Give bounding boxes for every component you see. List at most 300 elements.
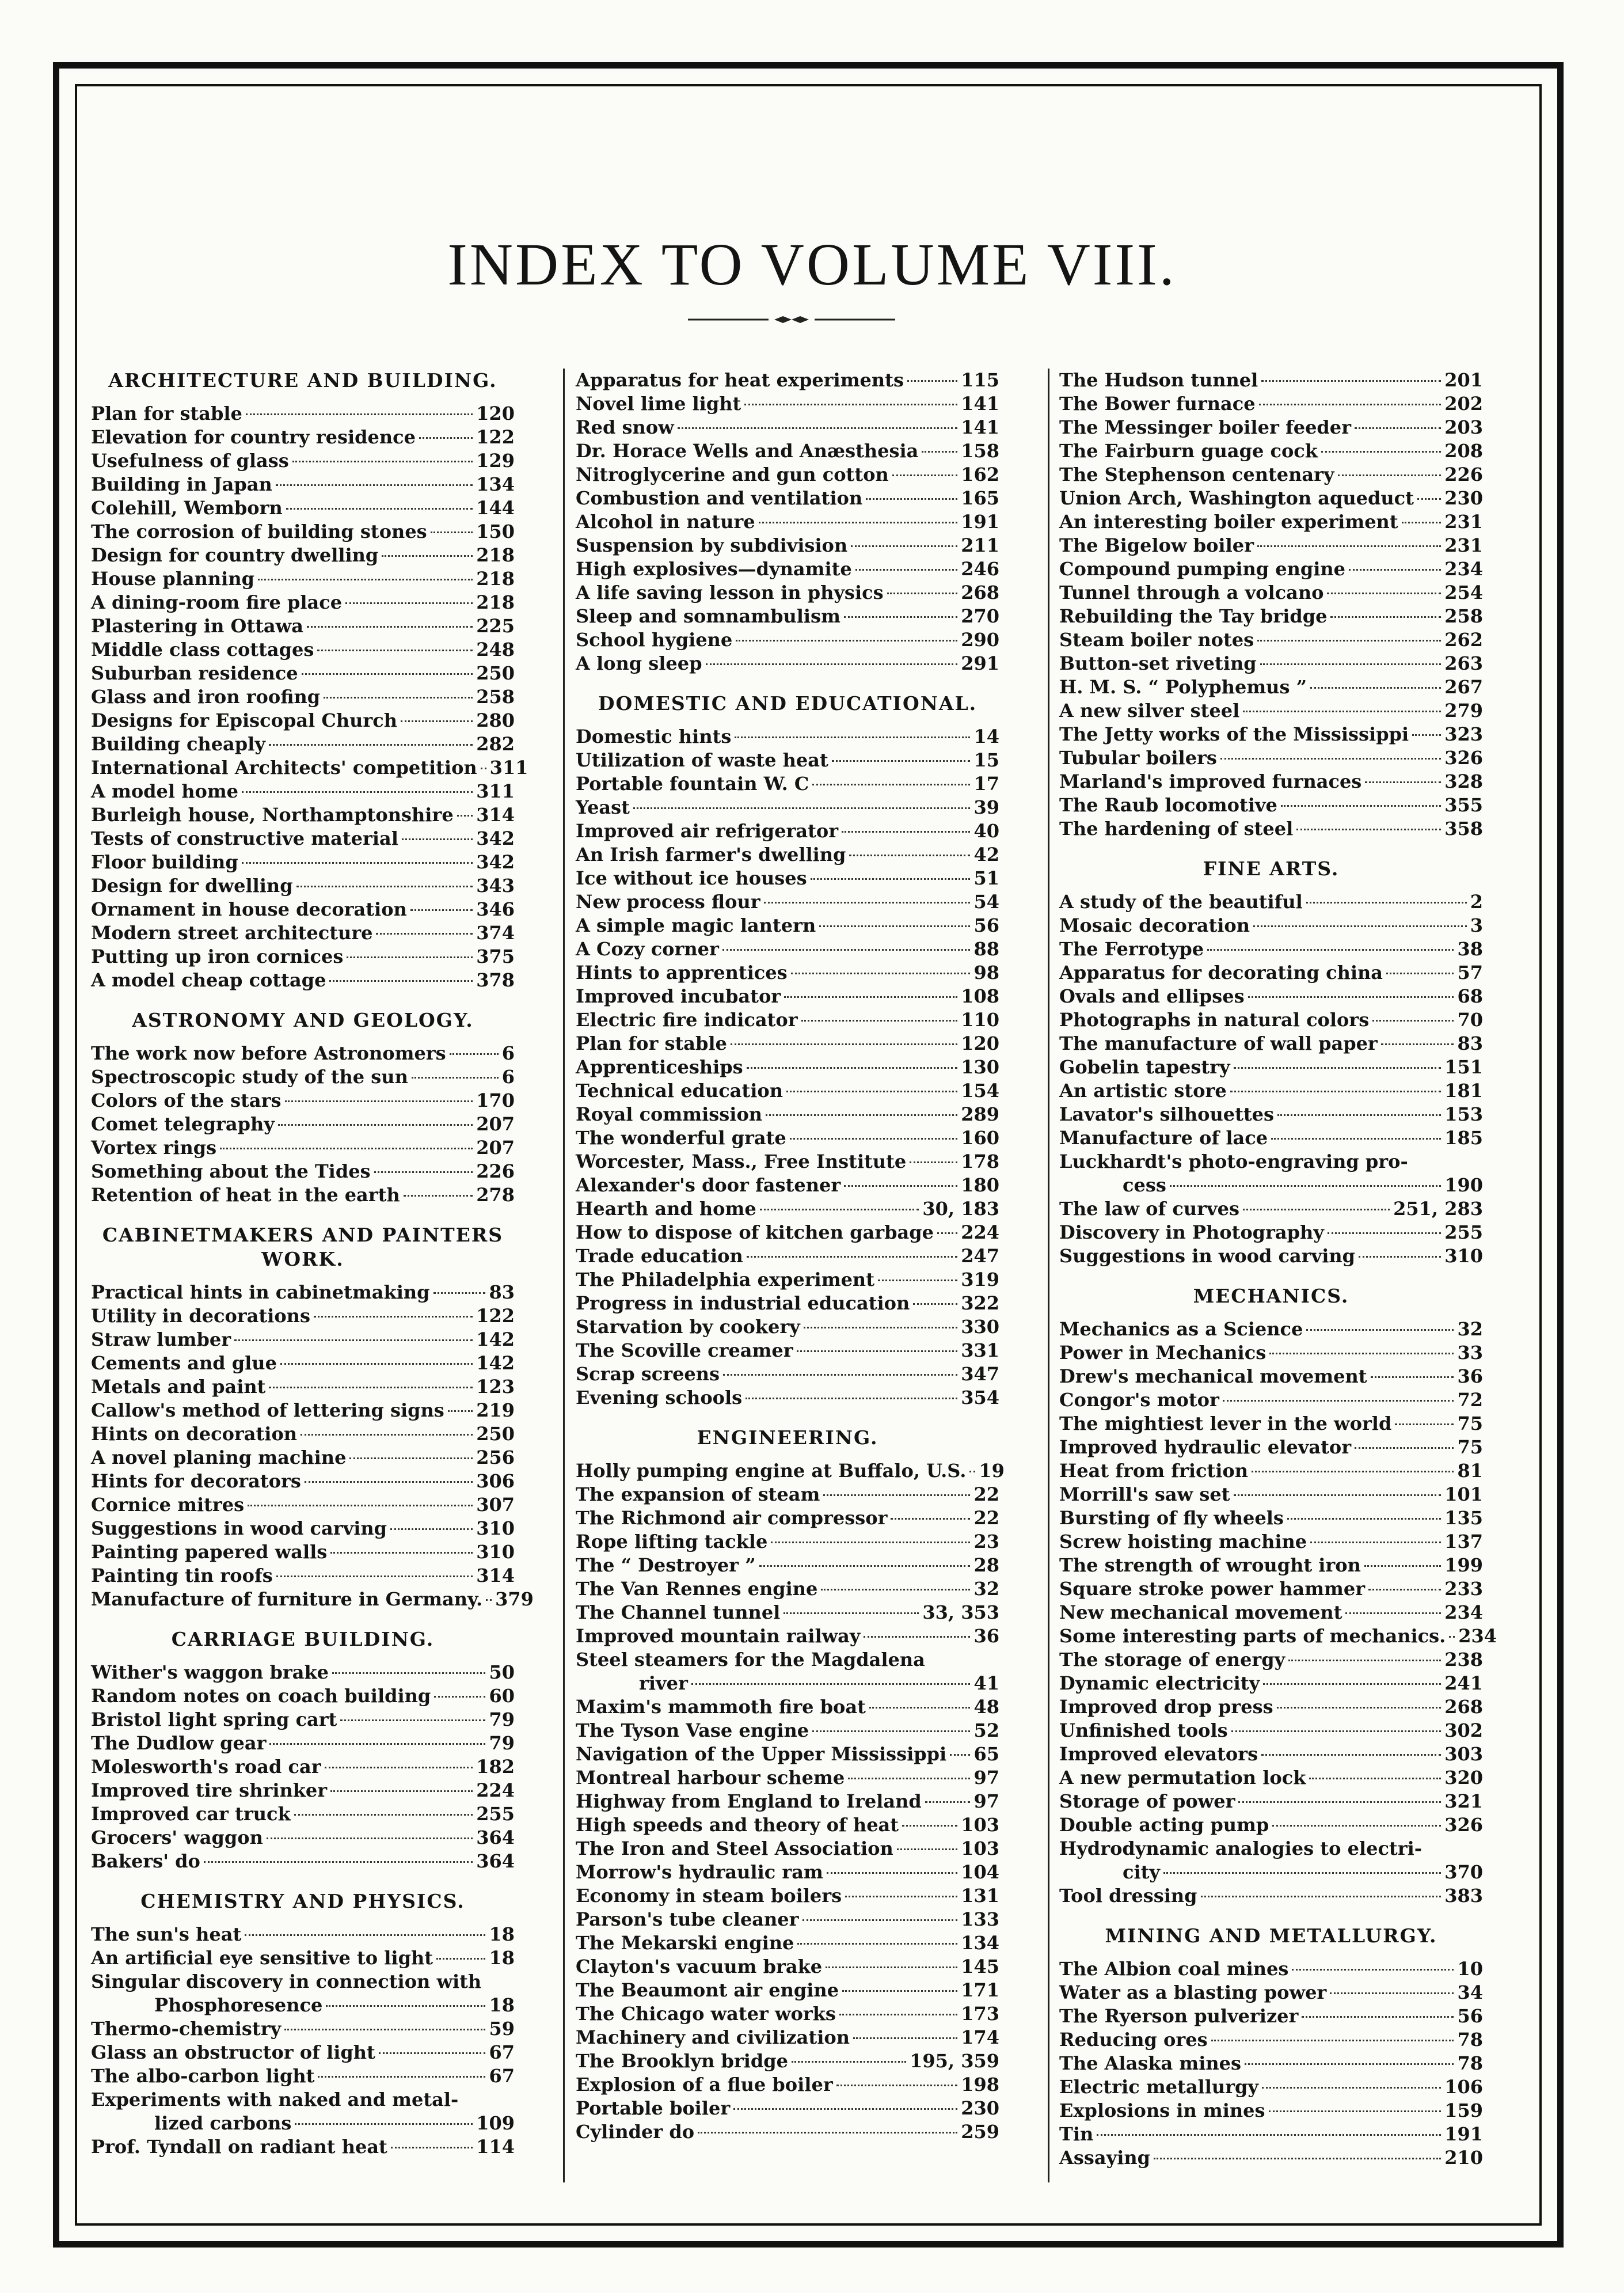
dot-leader xyxy=(821,1589,970,1590)
page-number: 145 xyxy=(961,1956,999,1977)
index-entry xyxy=(91,2064,515,2088)
page-number: 199 xyxy=(1444,1554,1483,1576)
page-number: 289 xyxy=(961,1103,999,1125)
entry-title: Thermo-chemistry xyxy=(91,2018,282,2040)
dot-leader xyxy=(723,1374,957,1376)
index-entry xyxy=(576,1790,999,1813)
index-entry xyxy=(1059,1032,1483,1056)
index-entry xyxy=(91,662,515,685)
dot-leader xyxy=(305,1481,473,1483)
page-number: 22 xyxy=(973,1507,999,1529)
index-entry xyxy=(1059,581,1483,605)
page-number: 104 xyxy=(961,1861,999,1883)
entry-title: Apprenticeships xyxy=(576,1056,743,1078)
entry-title: Improved elevators xyxy=(1059,1743,1258,1765)
dot-leader xyxy=(791,973,971,974)
index-entry xyxy=(1059,487,1483,510)
index-entry xyxy=(1059,1412,1483,1436)
entry-title: The Brooklyn bridge xyxy=(576,2050,788,2072)
index-entry xyxy=(91,1281,515,1304)
dot-leader xyxy=(1234,1067,1442,1069)
dot-leader xyxy=(897,1848,958,1850)
index-entry xyxy=(1059,985,1483,1008)
dot-leader xyxy=(797,1350,958,1352)
dot-leader xyxy=(771,1542,970,1543)
entry-title: The hardening of steel xyxy=(1059,818,1294,840)
entry-title: A model cheap cottage xyxy=(91,969,326,991)
dot-leader xyxy=(412,1077,499,1079)
entry-title: The sun's heat xyxy=(91,1923,242,1945)
dot-leader xyxy=(269,744,473,746)
dot-leader xyxy=(242,791,473,793)
index-entry xyxy=(1059,1197,1483,1221)
dot-leader xyxy=(797,1943,957,1945)
dot-leader xyxy=(866,498,957,500)
dot-leader xyxy=(1359,1256,1441,1258)
dot-leader xyxy=(735,737,970,738)
entry-title-continued: city xyxy=(1123,1861,1161,1883)
entry-title: Electric fire indicator xyxy=(576,1009,798,1031)
entry-title: The Bower furnace xyxy=(1059,393,1256,415)
entry-title: Bakers' do xyxy=(91,1850,200,1872)
entry-title: Photographs in natural colors xyxy=(1059,1009,1370,1031)
page-number: 251, 283 xyxy=(1393,1198,1483,1220)
page-number: 48 xyxy=(973,1696,999,1718)
index-entry xyxy=(576,1126,999,1150)
page-number: 142 xyxy=(476,1352,515,1374)
page-number: 231 xyxy=(1444,511,1483,533)
index-entry xyxy=(91,1732,515,1755)
index-entry-continuation xyxy=(1059,1861,1483,1884)
page-number: 23 xyxy=(973,1531,999,1552)
index-entry xyxy=(576,1601,999,1624)
index-entry xyxy=(1059,961,1483,985)
entry-title: Utilization of waste heat xyxy=(576,749,828,771)
page-number: 134 xyxy=(961,1932,999,1954)
entry-title: Compound pumping engine xyxy=(1059,558,1346,580)
page-number: 41 xyxy=(973,1672,999,1694)
dot-leader xyxy=(302,673,473,675)
page-number: 120 xyxy=(476,403,515,424)
page-number: 268 xyxy=(961,582,999,603)
entry-title: Bristol light spring cart xyxy=(91,1709,337,1730)
entry-title: An interesting boiler experiment xyxy=(1059,511,1398,533)
index-entry xyxy=(1059,675,1483,699)
entry-title: The Van Rennes engine xyxy=(576,1578,818,1600)
dot-leader xyxy=(731,1043,957,1045)
dot-leader xyxy=(1252,1471,1454,1472)
index-entry xyxy=(576,843,999,867)
entry-title: Steel steamers for the Magdalena xyxy=(576,1649,925,1671)
dot-leader xyxy=(1269,1353,1454,1354)
dot-leader xyxy=(1262,2087,1441,2089)
entry-title: Putting up iron cornices xyxy=(91,946,344,967)
dot-leader xyxy=(379,2052,486,2054)
page-number: 254 xyxy=(1444,582,1483,603)
entry-title: International Architects' competition xyxy=(91,757,477,779)
index-entry xyxy=(91,2017,515,2041)
page-number: 226 xyxy=(476,1160,515,1182)
entry-title: An artistic store xyxy=(1059,1080,1227,1102)
page-number: 195, 359 xyxy=(910,2050,999,2072)
index-entry xyxy=(576,1506,999,1530)
dot-leader xyxy=(374,1171,473,1173)
index-column-1 xyxy=(91,369,534,2159)
page-number: 279 xyxy=(1444,700,1483,722)
entry-title: Morrow's hydraulic ram xyxy=(576,1861,823,1883)
dot-leader xyxy=(1277,1114,1441,1116)
entry-title: Ornament in house decoration xyxy=(91,898,407,920)
dot-leader xyxy=(330,1552,473,1554)
page-number: 258 xyxy=(1444,605,1483,627)
dot-leader xyxy=(1281,805,1441,807)
page-number: 6 xyxy=(501,1042,515,1064)
entry-title: Hints to apprentices xyxy=(576,962,788,984)
dot-leader xyxy=(827,1872,957,1874)
entry-title: Retention of heat in the earth xyxy=(91,1184,400,1206)
page-number: 354 xyxy=(961,1387,999,1409)
page-number: 36 xyxy=(973,1625,999,1647)
entry-title: A novel planing machine xyxy=(91,1447,347,1468)
page-number: 75 xyxy=(1457,1413,1483,1434)
index-entry xyxy=(91,1850,515,1873)
index-entry xyxy=(1059,1150,1483,1174)
dot-leader xyxy=(864,1636,970,1638)
page-number: 173 xyxy=(961,2003,999,2025)
page-number: 238 xyxy=(1444,1649,1483,1671)
page-number: 303 xyxy=(1444,1743,1483,1765)
dot-leader xyxy=(1330,1992,1454,1994)
dot-leader xyxy=(1355,427,1441,429)
dot-leader xyxy=(1257,640,1441,641)
page-number: 233 xyxy=(1444,1578,1483,1600)
index-entry xyxy=(576,369,999,392)
entry-title: Building cheaply xyxy=(91,733,265,755)
dot-leader xyxy=(1238,1801,1441,1803)
index-entry xyxy=(91,874,515,898)
page-number: 153 xyxy=(1444,1103,1483,1125)
dot-leader xyxy=(878,1280,957,1281)
index-section xyxy=(576,692,999,1410)
page-number: 326 xyxy=(1444,747,1483,769)
page-number: 52 xyxy=(973,1719,999,1741)
dot-leader xyxy=(248,1505,473,1506)
index-entry xyxy=(1059,557,1483,581)
page-number: 207 xyxy=(476,1113,515,1135)
dot-leader xyxy=(1309,1778,1441,1779)
dot-leader xyxy=(1234,1494,1442,1496)
dot-leader xyxy=(1364,1565,1441,1567)
dot-leader xyxy=(759,522,958,523)
page-number: 122 xyxy=(476,426,515,448)
index-entry xyxy=(91,732,515,756)
entry-title: Dynamic electricity xyxy=(1059,1672,1260,1694)
index-entry xyxy=(576,1079,999,1103)
entry-title: The Richmond air compressor xyxy=(576,1507,888,1529)
dot-leader xyxy=(1292,1969,1454,1971)
index-entry xyxy=(576,1554,999,1577)
index-entry xyxy=(1059,1388,1483,1412)
page-number: 178 xyxy=(961,1151,999,1172)
entry-title: Luckhardt's photo-engraving pro- xyxy=(1059,1151,1408,1172)
index-entry xyxy=(576,1362,999,1386)
entry-title: High explosives—dynamite xyxy=(576,558,852,580)
index-section xyxy=(91,369,528,992)
index-entry xyxy=(1059,746,1483,770)
index-entry xyxy=(91,402,515,426)
entry-title-continued: Phosphoresence xyxy=(154,1994,323,2016)
page-number: 50 xyxy=(489,1661,515,1683)
page-number: 247 xyxy=(961,1245,999,1267)
page-number: 103 xyxy=(961,1838,999,1859)
entry-title: Hearth and home xyxy=(576,1198,756,1220)
page-number: 114 xyxy=(476,2136,515,2158)
index-entry xyxy=(91,426,515,449)
index-entry xyxy=(1059,1318,1483,1341)
dot-leader xyxy=(204,1861,473,1863)
dot-leader xyxy=(1345,1612,1441,1614)
index-entry xyxy=(1059,2028,1483,2052)
dot-leader xyxy=(1257,545,1441,547)
entry-title: The Stephenson centenary xyxy=(1059,464,1334,485)
index-entry xyxy=(1059,1790,1483,1813)
page-number: 65 xyxy=(973,1743,999,1765)
entry-title: Portable fountain W. C xyxy=(576,773,809,795)
entry-title: Elevation for country residence xyxy=(91,426,416,448)
page-number: 130 xyxy=(961,1056,999,1078)
page-number: 109 xyxy=(476,2112,515,2134)
dot-leader xyxy=(317,650,473,651)
index-entry xyxy=(576,867,999,890)
entry-title: Improved mountain railway xyxy=(576,1625,861,1647)
page-number: 17 xyxy=(973,773,999,795)
dot-leader xyxy=(937,1232,957,1234)
index-entry xyxy=(91,473,515,496)
page-number: 42 xyxy=(973,844,999,865)
index-entry xyxy=(1059,1672,1483,1695)
index-entry xyxy=(576,628,999,652)
section-heading: ARCHITECTURE AND BUILDING. xyxy=(108,369,497,392)
dot-leader xyxy=(922,451,957,453)
entry-title: Portable boiler xyxy=(576,2097,731,2119)
page-number: 103 xyxy=(961,1814,999,1836)
page-number: 110 xyxy=(961,1009,999,1031)
entry-title: Hints on decoration xyxy=(91,1423,298,1445)
entry-title: Discovery in Photography xyxy=(1059,1221,1324,1243)
dot-leader xyxy=(869,1707,971,1709)
dot-leader xyxy=(736,640,957,641)
page-number: 2 xyxy=(1470,891,1483,913)
dot-leader xyxy=(245,1934,485,1936)
dot-leader xyxy=(1271,1138,1441,1140)
page-number: 198 xyxy=(961,2074,999,2095)
index-entry xyxy=(576,819,999,843)
page-number: 19 xyxy=(979,1460,1005,1482)
page-number: 133 xyxy=(961,1908,999,1930)
index-entry xyxy=(91,685,515,709)
dot-leader xyxy=(220,1148,473,1149)
index-entry xyxy=(576,725,999,749)
index-entry xyxy=(576,1813,999,1837)
page-number: 234 xyxy=(1444,1601,1483,1623)
index-entry xyxy=(1059,1436,1483,1459)
page-number: 33, 353 xyxy=(922,1601,999,1623)
entry-title: Plan for stable xyxy=(91,403,242,424)
entry-title: Gobelin tapestry xyxy=(1059,1056,1230,1078)
entry-title: Domestic hints xyxy=(576,726,732,747)
index-entry xyxy=(91,1684,515,1708)
entry-title: Floor building xyxy=(91,851,238,873)
dot-leader xyxy=(448,1410,473,1412)
entry-title: The Channel tunnel xyxy=(576,1601,781,1623)
entry-title: The storage of energy xyxy=(1059,1649,1285,1671)
index-entry xyxy=(576,796,999,819)
dot-leader xyxy=(1338,474,1442,476)
dot-leader xyxy=(1310,1542,1441,1543)
index-entry xyxy=(1059,1648,1483,1672)
index-entry xyxy=(91,1065,515,1089)
dot-leader xyxy=(1306,1329,1454,1331)
dot-leader xyxy=(1211,2040,1454,2041)
index-section xyxy=(1059,1924,1483,2170)
dot-leader xyxy=(382,555,473,557)
index-entry xyxy=(576,463,999,487)
entry-title: A Cozy corner xyxy=(576,938,719,960)
dot-leader xyxy=(784,996,957,998)
page-number: 142 xyxy=(476,1328,515,1350)
entry-title: Plan for stable xyxy=(576,1032,727,1054)
dot-leader xyxy=(1163,1872,1441,1874)
dot-leader xyxy=(804,1327,957,1328)
index-entry xyxy=(91,1042,515,1065)
index-entry xyxy=(576,1221,999,1244)
entry-title: Comet telegraphy xyxy=(91,1113,275,1135)
entry-title: A new silver steel xyxy=(1059,700,1240,722)
dot-leader xyxy=(887,593,958,594)
entry-title: Building in Japan xyxy=(91,473,272,495)
index-entry xyxy=(576,1268,999,1292)
page-number: 320 xyxy=(1444,1767,1483,1789)
index-entry xyxy=(91,2088,515,2112)
entry-title: Manufacture of furniture in Germany. xyxy=(91,1588,483,1610)
entry-title: Middle class cottages xyxy=(91,639,314,660)
index-entry xyxy=(1059,439,1483,463)
page-number: 355 xyxy=(1444,794,1483,816)
index-entry xyxy=(1059,2075,1483,2099)
entry-title: Union Arch, Washington aqueduct xyxy=(1059,487,1414,509)
page-number: 210 xyxy=(1444,2147,1483,2169)
index-entry xyxy=(576,652,999,675)
dot-leader xyxy=(1381,1043,1454,1045)
page-number: 18 xyxy=(489,1923,515,1945)
index-entry xyxy=(91,1564,515,1588)
index-entry xyxy=(1059,1601,1483,1624)
section-heading: CHEMISTRY AND PHYSICS. xyxy=(140,1890,465,1912)
index-entry xyxy=(1059,2123,1483,2146)
index-entry xyxy=(576,2002,999,2026)
page-number: 262 xyxy=(1444,629,1483,651)
index-section xyxy=(91,1008,515,1207)
page-number: 78 xyxy=(1457,2029,1483,2051)
entry-title: A long sleep xyxy=(576,652,702,674)
page-number: 185 xyxy=(1444,1127,1483,1149)
page-number: 224 xyxy=(961,1221,999,1243)
index-entry xyxy=(1059,1103,1483,1126)
index-entry xyxy=(1059,1554,1483,1577)
dot-leader xyxy=(950,1754,970,1756)
page-number: 98 xyxy=(973,962,999,984)
dot-leader xyxy=(276,484,473,486)
entry-title: Something about the Tides xyxy=(91,1160,371,1182)
entry-title: Ice without ice houses xyxy=(576,867,807,889)
index-entry xyxy=(91,1708,515,1732)
dot-leader xyxy=(434,1696,485,1698)
index-entry xyxy=(576,1244,999,1268)
dot-leader xyxy=(340,1719,485,1721)
entry-title: An Irish farmer's dwelling xyxy=(576,844,846,865)
page-number: 15 xyxy=(973,749,999,771)
section-heading: MECHANICS. xyxy=(1193,1285,1349,1307)
entry-title: Metals and paint xyxy=(91,1376,266,1398)
entry-title: Hydrodynamic analogies to electri- xyxy=(1059,1838,1422,1859)
entry-title: Design for country dwelling xyxy=(91,544,379,566)
entry-title: Progress in industrial education xyxy=(576,1292,910,1314)
dot-leader xyxy=(1263,1683,1441,1685)
dot-leader xyxy=(722,949,971,951)
dot-leader xyxy=(376,933,473,935)
index-entry xyxy=(91,1588,534,1611)
dot-leader xyxy=(314,1316,473,1318)
entry-title: Electric metallurgy xyxy=(1059,2076,1258,2098)
entry-title: Burleigh house, Northamptonshire xyxy=(91,804,454,826)
dot-leader xyxy=(842,831,970,833)
dot-leader xyxy=(284,2029,485,2030)
entry-title: The strength of wrought iron xyxy=(1059,1554,1361,1576)
page-number: 346 xyxy=(476,898,515,920)
index-entry xyxy=(576,1577,999,1601)
entry-title: Tool dressing xyxy=(1059,1885,1197,1907)
page-number: 134 xyxy=(476,473,515,495)
dot-leader xyxy=(1261,380,1441,382)
index-entry xyxy=(1059,652,1483,675)
entry-title: The expansion of steam xyxy=(576,1483,820,1505)
index-entry xyxy=(576,1861,999,1884)
dot-leader xyxy=(1243,1209,1390,1210)
page-number: 137 xyxy=(1444,1531,1483,1552)
index-entry xyxy=(576,1742,999,1766)
dot-leader xyxy=(234,1339,473,1341)
page-number: 182 xyxy=(476,1756,515,1778)
dot-leader xyxy=(1201,1896,1442,1897)
index-entry xyxy=(1059,1483,1483,1506)
entry-title: The Hudson tunnel xyxy=(1059,369,1258,391)
dot-leader xyxy=(1277,1707,1442,1709)
dot-leader xyxy=(1287,1518,1441,1520)
page-number: 230 xyxy=(1444,487,1483,509)
dot-leader xyxy=(1395,1423,1454,1425)
page-number: 101 xyxy=(1444,1483,1483,1505)
dot-leader xyxy=(269,1743,485,1745)
dot-leader xyxy=(330,1790,473,1792)
index-entry xyxy=(576,2073,999,2097)
entry-title: The Chicago water works xyxy=(576,2003,836,2025)
index-entry xyxy=(576,581,999,605)
entry-title: Usefulness of glass xyxy=(91,450,289,472)
entry-title: Prof. Tyndall on radiant heat xyxy=(91,2136,387,2158)
index-entry xyxy=(1059,1341,1483,1365)
entry-title: The Jetty works of the Mississippi xyxy=(1059,723,1409,745)
dot-leader xyxy=(1269,2110,1442,2112)
